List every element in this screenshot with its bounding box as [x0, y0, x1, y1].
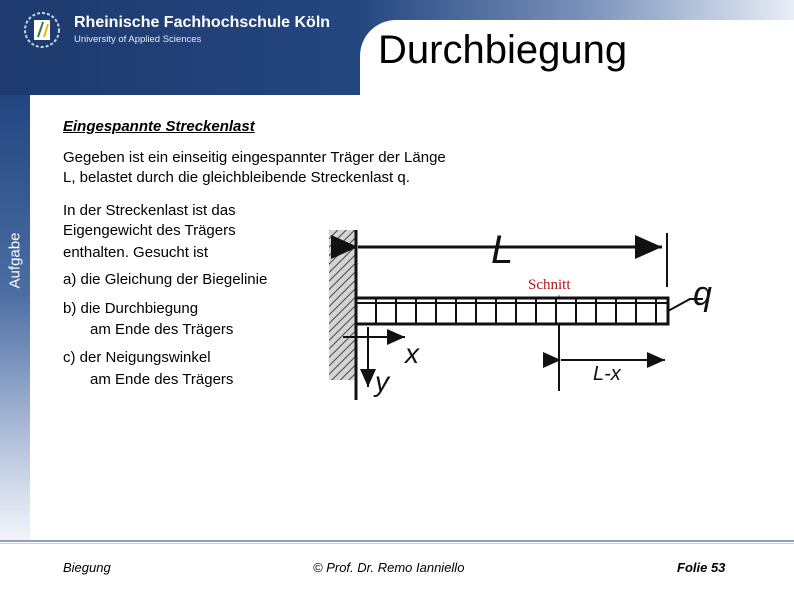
sidebar-label-wrap: [0, 95, 30, 425]
paragraph-2-line-3: enthalten. Gesucht ist: [63, 244, 209, 261]
paragraph-1-line-1: Gegeben ist ein einseitig eingespannter Träger der Länge: [63, 149, 446, 166]
fixed-support: [329, 230, 356, 380]
label-y: y: [375, 366, 389, 397]
item-c-line-2: am Ende des Trägers: [90, 371, 234, 388]
paragraph-2-line-1: In der Streckenlast ist das: [63, 202, 236, 219]
slide-title: Durchbiegung: [378, 28, 628, 72]
label-L: L: [491, 228, 514, 272]
item-b-line-1: b) die Durchbiegung: [63, 300, 199, 317]
section-subtitle: Eingespannte Streckenlast: [63, 118, 255, 135]
footer-topic: Biegung: [63, 560, 111, 575]
paragraph-1-line-2: L, belastet durch die gleichbleibende Streckenlast q.: [63, 169, 410, 186]
footer-slide-number: Folie 53: [677, 560, 726, 575]
footer-divider-light: [0, 543, 794, 544]
label-schnitt: Schnitt: [528, 277, 571, 293]
item-b-line-2: am Ende des Trägers: [90, 321, 234, 338]
label-L-minus-x: L-x: [593, 363, 621, 385]
item-a: a) die Gleichung der Biegelinie: [63, 271, 268, 288]
footer-divider: [0, 540, 794, 542]
footer-author: © Prof. Dr. Remo Ianniello: [313, 560, 465, 575]
label-q: q: [693, 275, 712, 313]
org-name: Rheinische Fachhochschule Köln: [74, 14, 331, 31]
university-logo-icon: [22, 10, 66, 50]
paragraph-2-line-2: Eigengewicht des Trägers: [63, 222, 236, 239]
org-subtitle: University of Applied Sciences: [74, 34, 202, 45]
sidebar-label: Aufgabe: [6, 232, 24, 288]
label-x: x: [405, 338, 419, 369]
beam: [356, 298, 668, 324]
beam-diagram: [325, 225, 725, 405]
item-c-line-1: c) der Neigungswinkel: [63, 349, 211, 366]
